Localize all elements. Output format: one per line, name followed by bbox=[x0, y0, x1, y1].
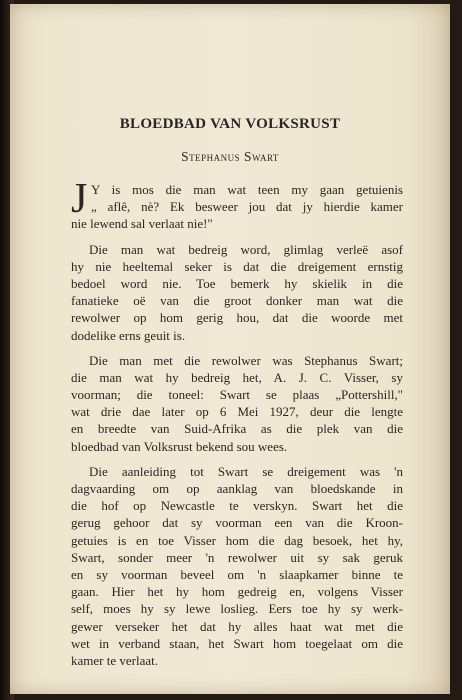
text-line: fanatieke oë van die groot donker man wat die bbox=[71, 293, 403, 309]
text-line: Die man met die rewolwer was Stephanus Swart; bbox=[89, 352, 403, 368]
text-line: bloedbad van Volksrust bekend sou wees. bbox=[71, 438, 288, 454]
text-line: Swart, sonder meer 'n rewolwer uit sy sak geruk bbox=[71, 549, 403, 565]
text-line: Die man wat bedreig word, glimlag verleë asof bbox=[89, 241, 403, 257]
article-title: BLOEDBAD VAN VOLKSRUST bbox=[119, 116, 341, 132]
paragraph-3 bbox=[71, 352, 403, 455]
paragraph-2 bbox=[71, 241, 403, 344]
text-line: wet in verband staan, het Swart hom toegelaat om die bbox=[71, 635, 403, 651]
text-line: Die aanleiding tot Swart se dreigement was 'n bbox=[89, 463, 403, 479]
text-line: gerug gehoor dat sy voorman een van die Kroon- bbox=[71, 515, 403, 531]
text-line: voorman; die toneel: Swart se plaas „Pottershill," bbox=[71, 387, 403, 403]
article-body bbox=[71, 176, 403, 669]
text-line: getuies is en toe Visser hom die dag besoek, het hy, bbox=[71, 532, 403, 548]
text-line: self, moes hy sy lewe loslieg. Eers toe hy sy werk- bbox=[71, 601, 403, 617]
text-line: die hof op Newcastle te verskyn. Swart het die bbox=[71, 498, 403, 514]
text-line: bedoel word nie. Toe bemerk hy skielik in die bbox=[71, 275, 403, 291]
text-line: die man wat hy bedreig het, A. J. C. Visser, sy bbox=[71, 369, 403, 385]
text-line: Y is mos die man wat teen my gaan getuienis bbox=[91, 182, 403, 197]
text-line: wat drie dae later op 6 Mei 1927, deur die lengte bbox=[71, 404, 403, 420]
text-line: dodelike erns geuit is. bbox=[71, 327, 186, 343]
article-author: Stephanus Swart bbox=[181, 149, 279, 164]
paragraph-4 bbox=[71, 463, 403, 669]
text-line: nie lewend sal verlaat nie!" bbox=[71, 216, 213, 232]
drop-cap: J bbox=[71, 176, 88, 222]
text-line: en breedte van Suid-Afrika as die plek van die bbox=[71, 421, 403, 437]
text-line: en sy voorman beveel om 'n slaapkamer binne te bbox=[71, 566, 403, 582]
text-line: „ aflê, nè? Ek besweer jou dat jy hierdie kamer bbox=[91, 199, 403, 215]
book-page bbox=[10, 4, 450, 694]
text-line: dagvaarding om op aanklag van bloedskande in bbox=[71, 481, 403, 496]
paragraph-1 bbox=[71, 176, 403, 233]
text-line: rewolwer op hom gerig hou, dat die woorde met bbox=[71, 310, 403, 326]
text-line: gaan. Hier het hy hom gedreig en, volgens Visser bbox=[71, 584, 403, 600]
text-line: gewer verseker het dat hy alles haat wat met die bbox=[71, 618, 403, 634]
text-line: hy nie heeltemal seker is dat die dreigement ernstig bbox=[71, 258, 403, 274]
text-line: kamer te verlaat. bbox=[71, 652, 158, 668]
